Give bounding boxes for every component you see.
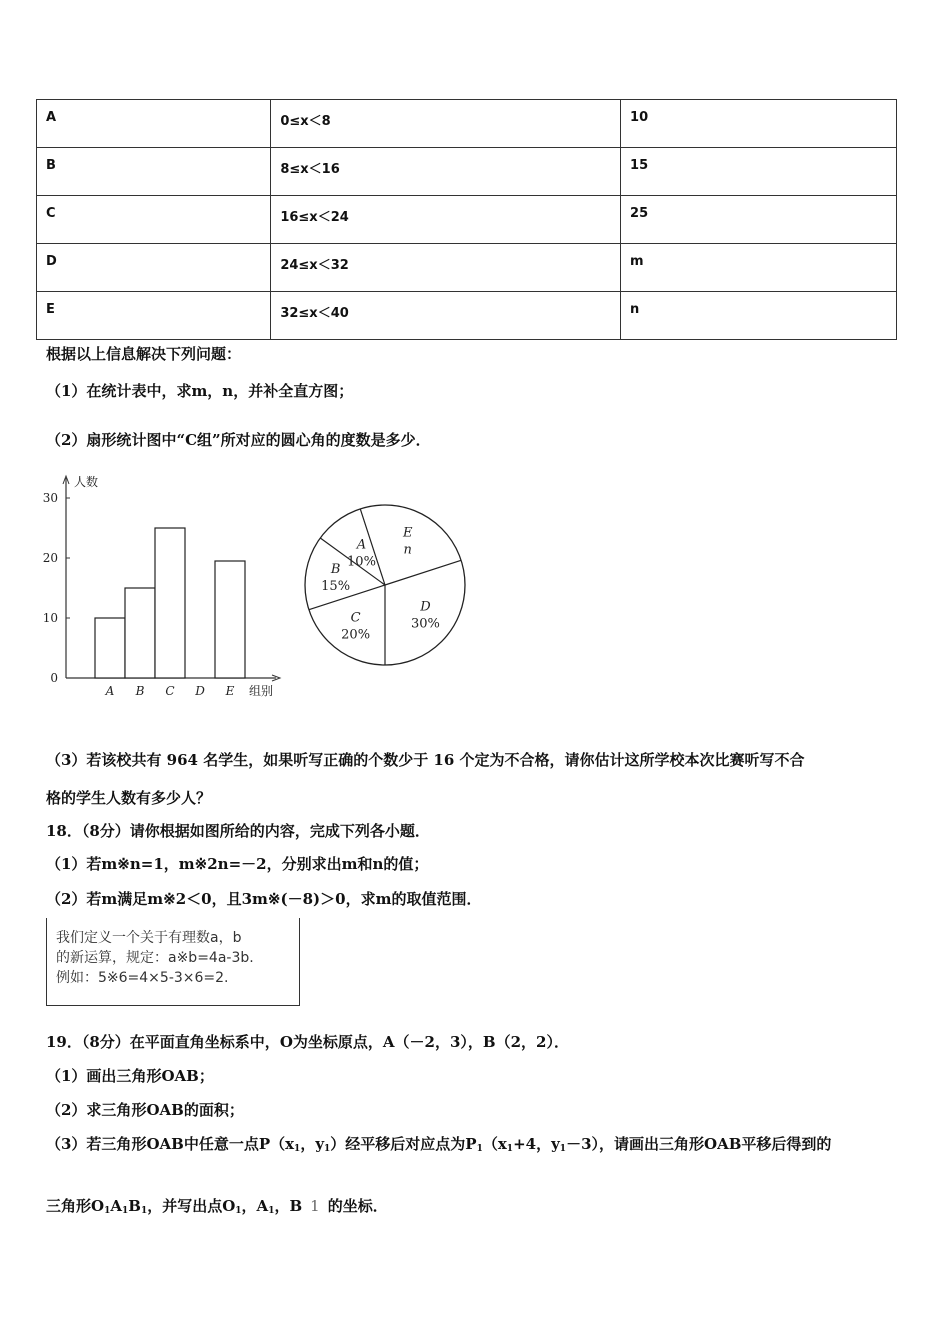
q19-part3-line2: 三角形$O_1A_1B_1$，并写出点$O_1$，$A_1$，B 1 的坐标． [46, 1197, 388, 1216]
table-cell-count: 10 [621, 100, 897, 148]
q17-part2: （2）扇形统计图中“C组”所对应的圆心角的度数是多少． [46, 431, 431, 449]
table-cell-group: E [37, 292, 271, 340]
table-cell-group: B [37, 148, 271, 196]
bar-C [155, 528, 185, 678]
table-cell-count: 25 [621, 196, 897, 244]
q18-title: 18．（8分）请你根据如图所给的内容，完成下列各小题． [46, 822, 430, 840]
definition-line-2: 的新运算，规定：a※b=4a-3b. [56, 950, 254, 966]
table-cell-range: 24≤x＜32 [271, 244, 621, 292]
table-cell-count: n [621, 292, 897, 340]
pie-value-C: 20% [341, 627, 371, 643]
y-tick-label: 20 [42, 551, 58, 565]
table-cell-count: 15 [621, 148, 897, 196]
q17-part3-line1: （3）若该校共有 964 名学生，如果听写正确的个数少于 16 个定为不合格，请你估计这所学校本次比赛听写不合 [46, 751, 805, 769]
definition-line-1: 我们定义一个关于有理数a，b [56, 930, 242, 946]
q17-part1: （1）在统计表中，求m，n，并补全直方图； [46, 382, 354, 400]
bar-A [95, 618, 125, 678]
table-row [37, 100, 897, 148]
pie-value-D: 30% [410, 616, 440, 632]
table-cell-range: 16≤x＜24 [271, 196, 621, 244]
q18-part2: （2）若m满足m※2＜0，且3m※(－8)＞0，求m的取值范围． [46, 890, 482, 908]
pie-value-B: 15% [321, 579, 351, 595]
y-tick-label: 30 [42, 491, 58, 505]
q17-part3-line2: 格的学生人数有多少人？ [46, 789, 212, 807]
table-cell-count: m [621, 244, 897, 292]
pie-value-E: n [403, 542, 412, 558]
x-axis-label: 组别 [249, 684, 274, 698]
q19-part3: （3）若三角形OAB中任意一点$P(x_1$，$y_1$）经平移后对应点为$P_1(x_1+4$，$y_1-3$），请画出三角形OAB平移后得到的 [46, 1135, 832, 1154]
table-cell-group: D [37, 244, 271, 292]
table-cell-range: 32≤x＜40 [271, 292, 621, 340]
pie-label-A: A [356, 537, 367, 553]
table-row [37, 148, 897, 196]
x-tick-label: D [195, 684, 205, 698]
pie-label-B: B [330, 562, 341, 578]
pie-label-E: E [402, 525, 413, 541]
q18-part1: （1）若m※n=1，m※2n=－2，分别求出m和n的值； [46, 855, 429, 873]
pie-label-D: D [420, 599, 431, 615]
definition-line-3: 例如：5※6=4×5-3×6=2. [56, 970, 229, 986]
table-cell-range: 0≤x＜8 [271, 100, 621, 148]
table-cell-group: A [37, 100, 271, 148]
q19-title: 19．（8分）在平面直角坐标系中，O为坐标原点，A（－2，3），B（2，2）． [46, 1033, 569, 1051]
q19-part2: （2）求三角形OAB的面积； [46, 1101, 244, 1119]
x-tick-label: A [105, 684, 115, 698]
q17-intro: 根据以上信息解决下列问题： [46, 345, 242, 363]
histogram-chart [36, 470, 286, 706]
x-tick-label: B [135, 684, 145, 698]
pie-value-A: 10% [347, 554, 376, 570]
y-axis-label: 人数 [74, 475, 99, 489]
table-row [37, 244, 897, 292]
pie-label-C: C [350, 610, 361, 626]
table-cell-group: C [37, 196, 271, 244]
definition-box [46, 918, 300, 1006]
pie-chart [300, 503, 470, 671]
bar-B [125, 588, 155, 678]
table-row [37, 292, 897, 340]
y-tick-label: 0 [50, 671, 58, 685]
frequency-table [36, 99, 897, 340]
x-tick-label: C [165, 684, 175, 698]
q19-part1: （1）画出三角形OAB； [46, 1067, 214, 1085]
bar-E [215, 561, 245, 678]
table-row [37, 196, 897, 244]
y-tick-label: 10 [42, 611, 58, 625]
x-tick-label: E [225, 684, 235, 698]
table-cell-range: 8≤x＜16 [271, 148, 621, 196]
